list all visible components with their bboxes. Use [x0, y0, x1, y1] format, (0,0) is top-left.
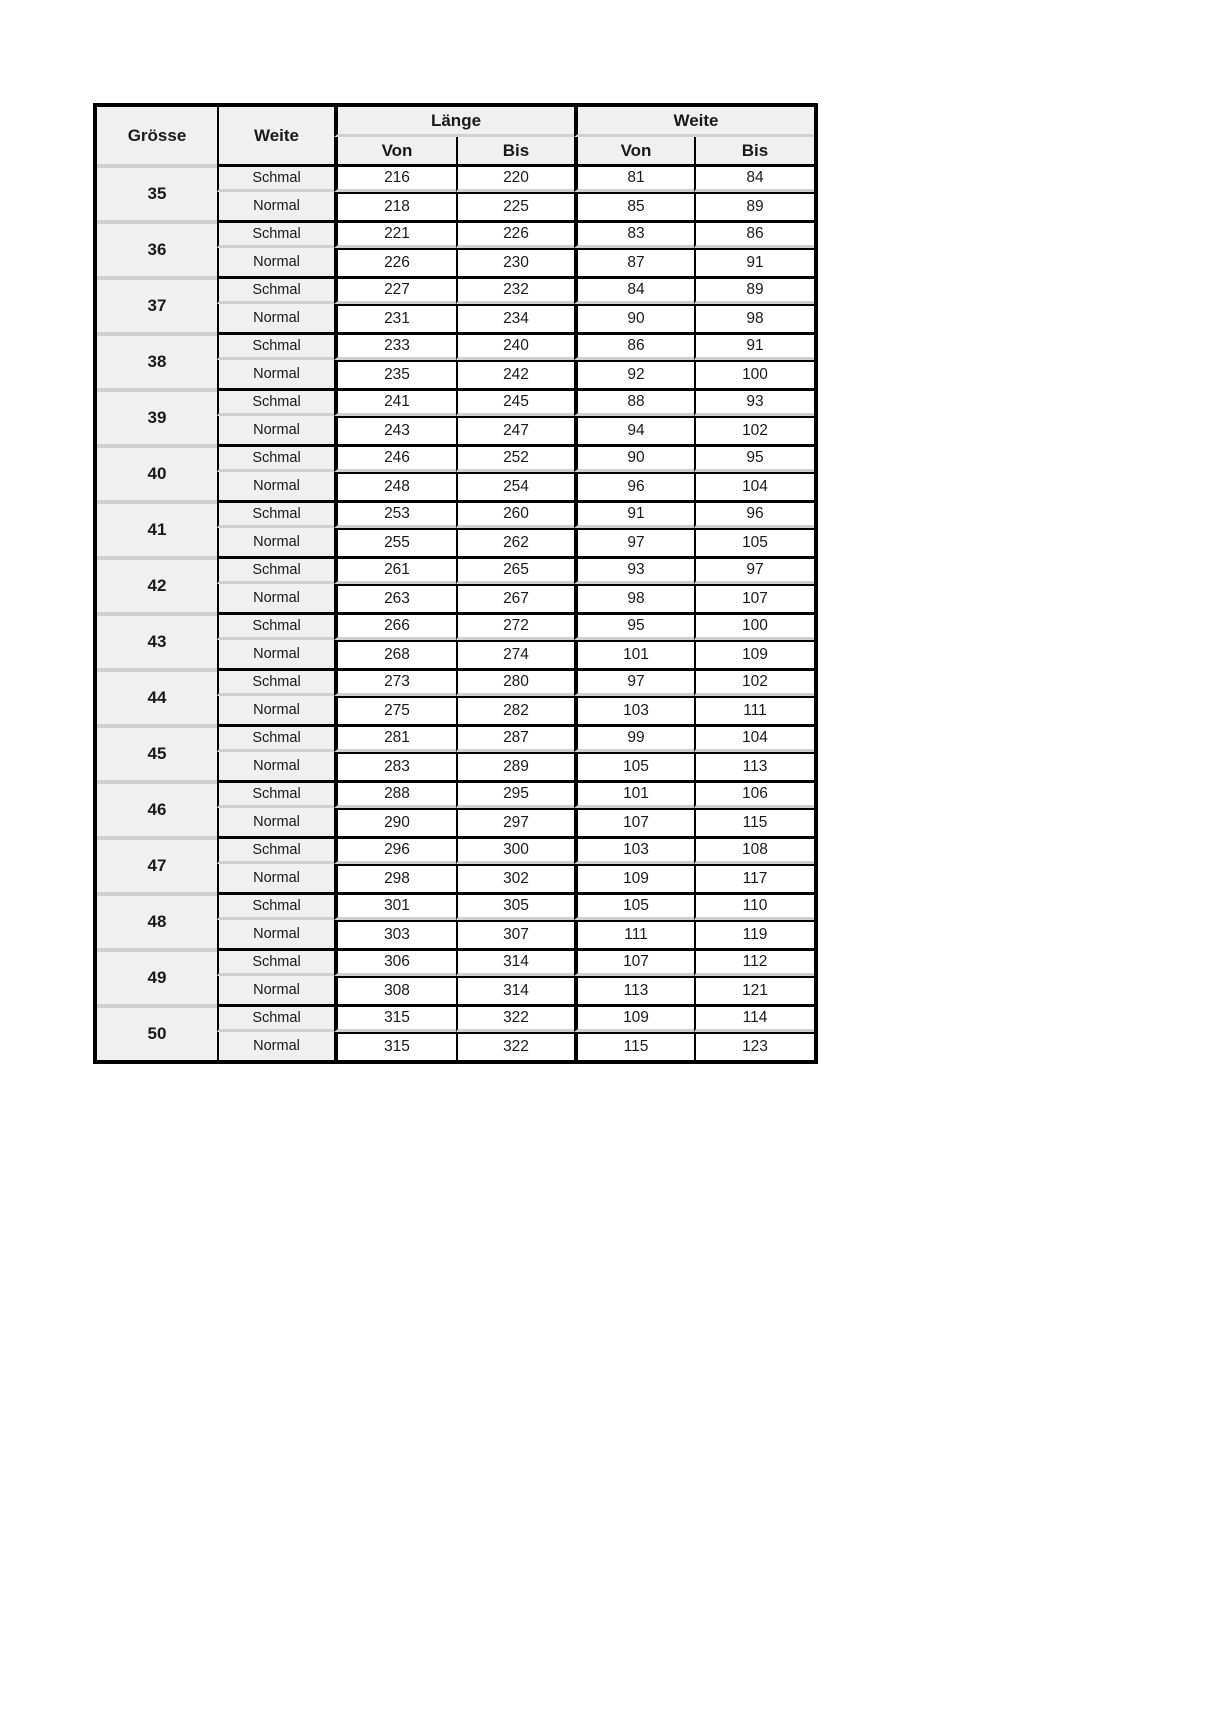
weite-label-cell: Schmal — [217, 612, 334, 640]
laenge-von-cell: 275 — [334, 696, 456, 724]
size-cell: 47 — [97, 836, 217, 892]
weite-von-cell: 93 — [574, 556, 694, 584]
weite-bis-cell: 96 — [694, 500, 814, 528]
size-cell: 50 — [97, 1004, 217, 1060]
weite-von-cell: 113 — [574, 976, 694, 1004]
laenge-von-cell: 243 — [334, 416, 456, 444]
weite-label-cell: Schmal — [217, 388, 334, 416]
weite-von-cell: 84 — [574, 276, 694, 304]
size-row — [97, 276, 814, 304]
weite-von-cell: 88 — [574, 388, 694, 416]
weite-label-cell: Normal — [217, 976, 334, 1004]
weite-von-cell: 107 — [574, 808, 694, 836]
weite-label-cell: Normal — [217, 472, 334, 500]
weite-von-cell: 107 — [574, 948, 694, 976]
weite-label-cell: Normal — [217, 528, 334, 556]
header-laenge-von: Von — [334, 137, 456, 164]
size-cell: 35 — [97, 164, 217, 220]
size-cell: 39 — [97, 388, 217, 444]
weite-von-cell: 111 — [574, 920, 694, 948]
laenge-von-cell: 255 — [334, 528, 456, 556]
laenge-bis-cell: 305 — [456, 892, 574, 920]
weite-bis-cell: 105 — [694, 528, 814, 556]
weite-bis-cell: 93 — [694, 388, 814, 416]
header-row-top — [97, 107, 814, 137]
weite-label-cell: Normal — [217, 640, 334, 668]
laenge-bis-cell: 280 — [456, 668, 574, 696]
weite-von-cell: 103 — [574, 836, 694, 864]
weite-bis-cell: 119 — [694, 920, 814, 948]
size-row — [97, 388, 814, 416]
weite-label-cell: Schmal — [217, 332, 334, 360]
weite-bis-cell: 86 — [694, 220, 814, 248]
laenge-bis-cell: 314 — [456, 976, 574, 1004]
size-cell: 41 — [97, 500, 217, 556]
weite-label-cell: Schmal — [217, 556, 334, 584]
header-groesse: Grösse — [97, 107, 217, 164]
size-cell: 38 — [97, 332, 217, 388]
weite-bis-cell: 108 — [694, 836, 814, 864]
laenge-bis-cell: 300 — [456, 836, 574, 864]
laenge-bis-cell: 230 — [456, 248, 574, 276]
weite-label-cell: Schmal — [217, 500, 334, 528]
laenge-von-cell: 303 — [334, 920, 456, 948]
weite-bis-cell: 100 — [694, 612, 814, 640]
laenge-bis-cell: 260 — [456, 500, 574, 528]
laenge-von-cell: 296 — [334, 836, 456, 864]
weite-label-cell: Schmal — [217, 780, 334, 808]
weite-label-cell: Normal — [217, 192, 334, 220]
weite-label-cell: Normal — [217, 808, 334, 836]
weite-von-cell: 99 — [574, 724, 694, 752]
weite-von-cell: 101 — [574, 640, 694, 668]
laenge-bis-cell: 254 — [456, 472, 574, 500]
laenge-von-cell: 248 — [334, 472, 456, 500]
size-cell: 42 — [97, 556, 217, 612]
weite-von-cell: 105 — [574, 892, 694, 920]
header-weite-column: Weite — [217, 107, 334, 164]
weite-von-cell: 109 — [574, 864, 694, 892]
laenge-bis-cell: 297 — [456, 808, 574, 836]
weite-label-cell: Normal — [217, 864, 334, 892]
weite-bis-cell: 107 — [694, 584, 814, 612]
laenge-von-cell: 306 — [334, 948, 456, 976]
weite-label-cell: Normal — [217, 360, 334, 388]
header-laenge-bis: Bis — [456, 137, 574, 164]
size-cell: 37 — [97, 276, 217, 332]
size-row — [97, 556, 814, 584]
size-cell: 40 — [97, 444, 217, 500]
weite-bis-cell: 97 — [694, 556, 814, 584]
weite-label-cell: Schmal — [217, 444, 334, 472]
weite-von-cell: 90 — [574, 304, 694, 332]
laenge-von-cell: 308 — [334, 976, 456, 1004]
weite-bis-cell: 100 — [694, 360, 814, 388]
weite-von-cell: 101 — [574, 780, 694, 808]
size-row — [97, 332, 814, 360]
weite-label-cell: Normal — [217, 416, 334, 444]
weite-bis-cell: 84 — [694, 164, 814, 192]
size-row — [97, 892, 814, 920]
size-row — [97, 164, 814, 192]
weite-von-cell: 98 — [574, 584, 694, 612]
size-row — [97, 500, 814, 528]
weite-von-cell: 85 — [574, 192, 694, 220]
laenge-bis-cell: 242 — [456, 360, 574, 388]
laenge-bis-cell: 232 — [456, 276, 574, 304]
size-row — [97, 1004, 814, 1032]
weite-von-cell: 109 — [574, 1004, 694, 1032]
weite-bis-cell: 123 — [694, 1032, 814, 1060]
weite-bis-cell: 104 — [694, 724, 814, 752]
weite-bis-cell: 111 — [694, 696, 814, 724]
weite-label-cell: Schmal — [217, 836, 334, 864]
weite-von-cell: 87 — [574, 248, 694, 276]
laenge-von-cell: 241 — [334, 388, 456, 416]
weite-von-cell: 94 — [574, 416, 694, 444]
laenge-von-cell: 315 — [334, 1032, 456, 1060]
laenge-bis-cell: 322 — [456, 1032, 574, 1060]
weite-label-cell: Schmal — [217, 220, 334, 248]
laenge-von-cell: 268 — [334, 640, 456, 668]
weite-label-cell: Schmal — [217, 668, 334, 696]
laenge-von-cell: 216 — [334, 164, 456, 192]
size-row — [97, 668, 814, 696]
weite-von-cell: 115 — [574, 1032, 694, 1060]
laenge-von-cell: 233 — [334, 332, 456, 360]
laenge-bis-cell: 274 — [456, 640, 574, 668]
weite-von-cell: 95 — [574, 612, 694, 640]
weite-label-cell: Schmal — [217, 1004, 334, 1032]
laenge-von-cell: 231 — [334, 304, 456, 332]
header-weite-von: Von — [574, 137, 694, 164]
laenge-von-cell: 261 — [334, 556, 456, 584]
size-row — [97, 444, 814, 472]
weite-bis-cell: 104 — [694, 472, 814, 500]
weite-bis-cell: 102 — [694, 416, 814, 444]
laenge-bis-cell: 267 — [456, 584, 574, 612]
laenge-von-cell: 290 — [334, 808, 456, 836]
laenge-bis-cell: 265 — [456, 556, 574, 584]
weite-label-cell: Normal — [217, 696, 334, 724]
weite-von-cell: 103 — [574, 696, 694, 724]
weite-label-cell: Schmal — [217, 276, 334, 304]
weite-bis-cell: 98 — [694, 304, 814, 332]
weite-bis-cell: 114 — [694, 1004, 814, 1032]
size-cell: 43 — [97, 612, 217, 668]
weite-bis-cell: 91 — [694, 248, 814, 276]
size-row — [97, 724, 814, 752]
weite-von-cell: 86 — [574, 332, 694, 360]
laenge-von-cell: 221 — [334, 220, 456, 248]
weite-von-cell: 97 — [574, 668, 694, 696]
laenge-bis-cell: 282 — [456, 696, 574, 724]
size-row — [97, 612, 814, 640]
laenge-von-cell: 281 — [334, 724, 456, 752]
weite-label-cell: Normal — [217, 752, 334, 780]
weite-von-cell: 90 — [574, 444, 694, 472]
laenge-von-cell: 301 — [334, 892, 456, 920]
laenge-von-cell: 288 — [334, 780, 456, 808]
size-row — [97, 220, 814, 248]
weite-bis-cell: 121 — [694, 976, 814, 1004]
weite-von-cell: 83 — [574, 220, 694, 248]
laenge-bis-cell: 307 — [456, 920, 574, 948]
laenge-bis-cell: 240 — [456, 332, 574, 360]
laenge-von-cell: 246 — [334, 444, 456, 472]
laenge-von-cell: 235 — [334, 360, 456, 388]
size-cell: 49 — [97, 948, 217, 1004]
weite-label-cell: Normal — [217, 304, 334, 332]
weite-bis-cell: 106 — [694, 780, 814, 808]
laenge-von-cell: 273 — [334, 668, 456, 696]
laenge-bis-cell: 295 — [456, 780, 574, 808]
laenge-bis-cell: 225 — [456, 192, 574, 220]
laenge-von-cell: 227 — [334, 276, 456, 304]
weite-von-cell: 91 — [574, 500, 694, 528]
weite-label-cell: Schmal — [217, 892, 334, 920]
weite-label-cell: Normal — [217, 584, 334, 612]
weite-von-cell: 81 — [574, 164, 694, 192]
weite-bis-cell: 109 — [694, 640, 814, 668]
laenge-von-cell: 226 — [334, 248, 456, 276]
weite-bis-cell: 91 — [694, 332, 814, 360]
weite-label-cell: Schmal — [217, 948, 334, 976]
header-weite-bis: Bis — [694, 137, 814, 164]
size-row — [97, 780, 814, 808]
weite-bis-cell: 113 — [694, 752, 814, 780]
size-cell: 46 — [97, 780, 217, 836]
laenge-bis-cell: 247 — [456, 416, 574, 444]
weite-von-cell: 92 — [574, 360, 694, 388]
laenge-bis-cell: 322 — [456, 1004, 574, 1032]
weite-von-cell: 97 — [574, 528, 694, 556]
header-weite-group: Weite — [574, 107, 814, 137]
weite-label-cell: Normal — [217, 248, 334, 276]
weite-label-cell: Normal — [217, 1032, 334, 1060]
laenge-bis-cell: 226 — [456, 220, 574, 248]
size-row — [97, 948, 814, 976]
laenge-bis-cell: 287 — [456, 724, 574, 752]
laenge-bis-cell: 220 — [456, 164, 574, 192]
laenge-bis-cell: 234 — [456, 304, 574, 332]
laenge-bis-cell: 272 — [456, 612, 574, 640]
weite-label-cell: Normal — [217, 920, 334, 948]
weite-bis-cell: 89 — [694, 192, 814, 220]
laenge-bis-cell: 302 — [456, 864, 574, 892]
header-laenge-group: Länge — [334, 107, 574, 137]
weite-bis-cell: 112 — [694, 948, 814, 976]
weite-bis-cell: 110 — [694, 892, 814, 920]
laenge-von-cell: 298 — [334, 864, 456, 892]
size-cell: 45 — [97, 724, 217, 780]
laenge-von-cell: 263 — [334, 584, 456, 612]
shoe-size-table — [93, 103, 818, 1064]
size-cell: 36 — [97, 220, 217, 276]
laenge-bis-cell: 245 — [456, 388, 574, 416]
laenge-von-cell: 283 — [334, 752, 456, 780]
laenge-von-cell: 253 — [334, 500, 456, 528]
size-row — [97, 836, 814, 864]
weite-bis-cell: 89 — [694, 276, 814, 304]
laenge-bis-cell: 314 — [456, 948, 574, 976]
weite-label-cell: Schmal — [217, 164, 334, 192]
laenge-bis-cell: 289 — [456, 752, 574, 780]
weite-von-cell: 96 — [574, 472, 694, 500]
weite-label-cell: Schmal — [217, 724, 334, 752]
weite-bis-cell: 115 — [694, 808, 814, 836]
laenge-von-cell: 315 — [334, 1004, 456, 1032]
weite-bis-cell: 102 — [694, 668, 814, 696]
weite-bis-cell: 95 — [694, 444, 814, 472]
laenge-bis-cell: 262 — [456, 528, 574, 556]
size-cell: 48 — [97, 892, 217, 948]
size-cell: 44 — [97, 668, 217, 724]
laenge-von-cell: 266 — [334, 612, 456, 640]
table-body — [97, 164, 814, 1060]
weite-bis-cell: 117 — [694, 864, 814, 892]
laenge-bis-cell: 252 — [456, 444, 574, 472]
weite-von-cell: 105 — [574, 752, 694, 780]
laenge-von-cell: 218 — [334, 192, 456, 220]
